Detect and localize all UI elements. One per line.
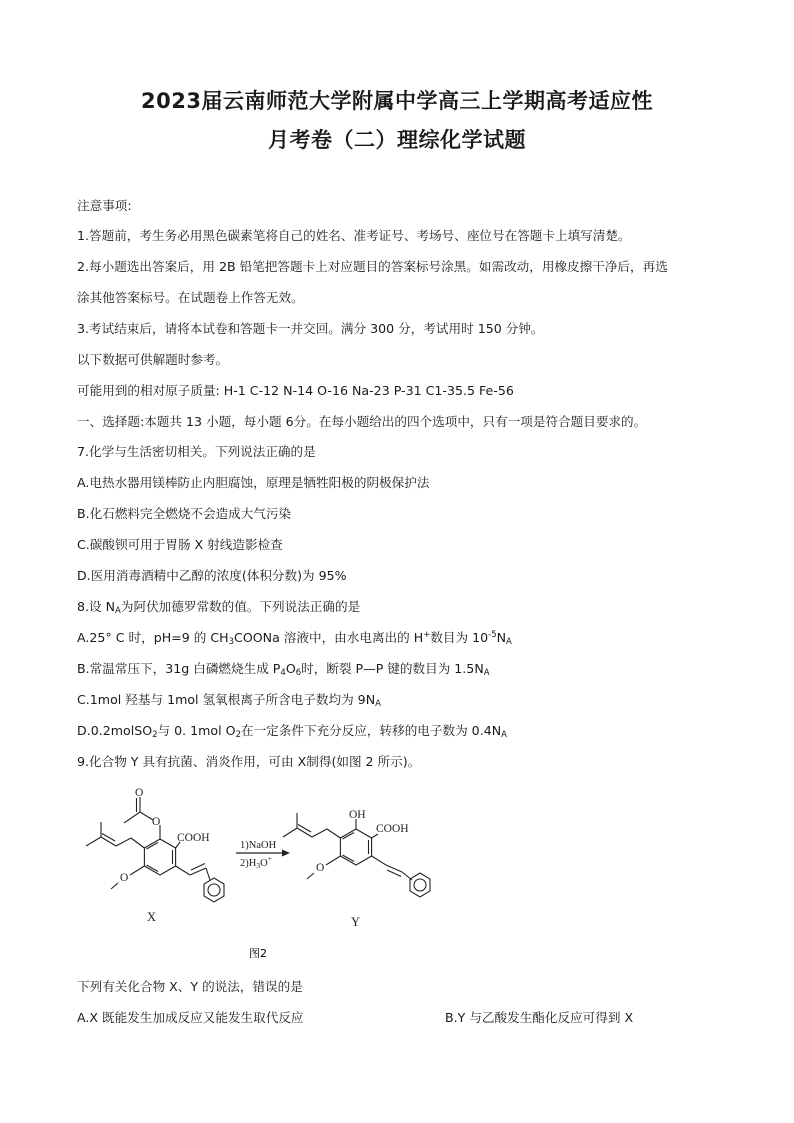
q7-stem: 7.化学与生活密切相关。下列说法正确的是 [77,444,316,459]
reagent-step-1: 1)NaOH [240,840,277,851]
notice-item-1: 1.答题前，考生务必用黑色碳素笔将自己的姓名、准考证号、考场号、座位号在答题卡上填写清楚。 [77,228,631,243]
arrowhead-icon [282,850,290,857]
q8-stem: 8.设 $N_A$为阿伏加德罗常数的值。下列说法正确的是 [77,599,361,616]
q9-option-a: A.X 既能发生加成反应又能发生取代反应 [77,1010,304,1025]
q8-option-d: D.0.2molSO$_2$与 0. 1mol $O_2$在一定条件下充分反应，转移的电子数为 $0.4N_A$ [77,723,507,740]
q7-option-d: D.医用消毒酒精中乙醇的浓度(体积分数)为 95% [77,568,347,583]
q9-option-b: B.Y 与乙酸发生酯化反应可得到 X [445,1010,634,1025]
molecule-x [86,797,224,902]
oh-y-label: OH [349,809,366,821]
atom-o-x: O [152,816,161,828]
q7-option-a: A.电热水器用镁棒防止内胆腐蚀，原理是牺牲阳极的阴极保护法 [77,475,430,490]
q8-option-c: C.1mol 羟基与 1mol 氢氧根离子所含电子数均为 $9N_A$ [77,692,381,709]
atom-o-methoxy-x: O [120,872,129,884]
compound-x-label: X [147,910,157,924]
reagent-step-2: 2)H3O+ [240,854,272,870]
page-title-line1: 2023届云南师范大学附属中学高三上学期高考适应性 [141,89,653,113]
compound-y-label: Y [351,915,361,929]
q7-option-b: B.化石燃料完全燃烧不会造成大气污染 [77,506,292,521]
atomic-masses: 可能用到的相对原子质量: H-1 C-12 N-14 O-16 Na-23 P-31 C1-35.5 Fe-56 [77,383,514,398]
data-note: 以下数据可供解题时参考。 [77,352,229,367]
q9-options-row [77,1010,754,1026]
figure-caption: 图2 [249,947,267,960]
notice-heading: 注意事项: [77,198,132,213]
cooh-y-label: COOH [376,823,409,835]
q7-option-c: C.碳酸钡可用于胃肠 X 射线造影检查 [77,537,283,552]
section-heading: 一、选择题:本题共 13 小题，每小题 6分。在每小题给出的四个选项中，只有一项是符合题目要求的。 [77,414,647,429]
notice-item-3: 3.考试结束后，请将本试卷和答题卡一并交回。满分 300 分，考试用时 150 分钟。 [77,321,544,336]
q9-stem: 9.化合物 Y 具有抗菌、消炎作用，可由 X制得(如图 2 所示)。 [77,754,421,769]
notice-item-2b: 涂其他答案标号。在试题卷上作答无效。 [77,290,304,305]
notice-item-2a: 2.每小题选出答案后，用 2B 铅笔把答题卡上对应题目的答案标号涂黑。如需改动，用橡皮擦干净后，再选 [77,259,668,274]
q8-option-b: B.常温常压下，31g 白磷燃烧生成 $P_4O_6$时，断裂 P—P 键的数目为 $1.5N_A$ [77,661,490,678]
atom-o-methoxy-y: O [316,862,325,874]
cooh-x-label: COOH [177,832,210,844]
q8-option-a: A.25° C 时，pH=9 的 $CH_3COONa$ 溶液中，由水电离出的 H+数目为 $10^{-5}N_A$ [77,630,512,647]
page-title-line2: 月考卷（二）理综化学试题 [268,128,526,152]
atom-o-carbonyl-x: O [135,787,144,799]
q9-sub-stem: 下列有关化合物 X、Y 的说法，错误的是 [77,979,303,994]
